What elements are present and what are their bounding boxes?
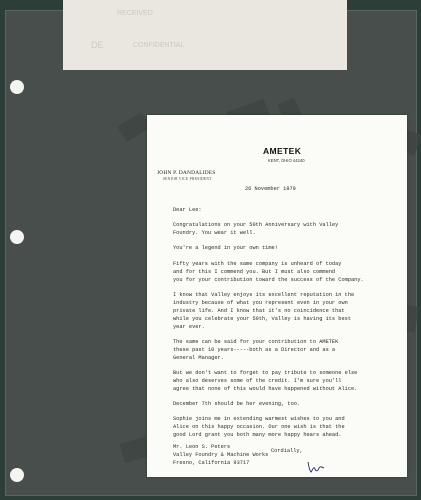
binder-hole-bottom [10, 468, 24, 482]
body-line: Alice on this happy occasion. Our one wish is that the [173, 424, 345, 430]
binder-hole-top [10, 80, 24, 94]
sender-title: SENIOR VICE PRESIDENT [163, 177, 212, 181]
body-line: December 7th should be her evening, too. [173, 401, 301, 407]
body-line: these past 10 years-----both as a Director and as a [173, 347, 336, 353]
company-location: KENT, OHIO 44240 [268, 158, 305, 163]
body-line: you for your contribution toward the success of the Company. [173, 277, 364, 283]
recipient-line: Fresno, California 93717 [173, 460, 250, 466]
body-line: while you celebrate your 50th, Valley is having its best [173, 316, 352, 322]
body-line: agree that none of this would have happened without Alice. [173, 386, 358, 392]
letter-sheet [147, 115, 407, 477]
body-line: Fifty years with the same company is unheard of today [173, 261, 342, 267]
body-line: Sophie joins me in extending warmest wishes to you and [173, 416, 345, 422]
scrap-faint-text-3: CONFIDENTIAL [133, 42, 185, 49]
closing: Cordially, [271, 448, 303, 454]
body-line: good Lord grant you both many more happy hears ahead. [173, 432, 342, 438]
pasted-paper-scrap [63, 0, 347, 70]
body-line: industry because of what you represent even in your own [173, 300, 348, 306]
body-line: who also deserves some of the credit. I'm sure you'll [173, 378, 342, 384]
body-line: I know that Valley enjoys its excellent reputation in the [173, 292, 355, 298]
body-line: You're a legend in your own time! [173, 245, 278, 251]
body-line: and for this I commend you. But I must also commend [173, 269, 336, 275]
body-line: The same can be said for your contribution to AMETEK [173, 339, 339, 345]
scrap-faint-text-1: RECEIVED [117, 10, 153, 17]
body-line: year ever. [173, 324, 205, 330]
binder-hole-middle [10, 230, 24, 244]
body-line: Foundry. You wear it well. [173, 230, 256, 236]
recipient-line: Mr. Leon S. Peters [173, 444, 231, 450]
salutation: Dear Lee: [173, 207, 202, 213]
body-line: General Manager. [173, 355, 224, 361]
sender-name: JOHN P. DANDALIDES [157, 170, 216, 176]
body-line: But we don't want to forget to pay tribute to someone else [173, 370, 358, 376]
recipient-line: Valley Foundry & Machine Works [173, 452, 269, 458]
company-logo: AMETEK [263, 146, 302, 156]
letter-date: 26 November 1979 [245, 186, 296, 192]
body-line: private life. And I know that it's no coincidence that [173, 308, 345, 314]
body-line: Congratulations on your 50th Anniversary with Valley [173, 222, 339, 228]
handwritten-signature [305, 460, 327, 474]
scrap-faint-text-2: DE [91, 40, 104, 50]
